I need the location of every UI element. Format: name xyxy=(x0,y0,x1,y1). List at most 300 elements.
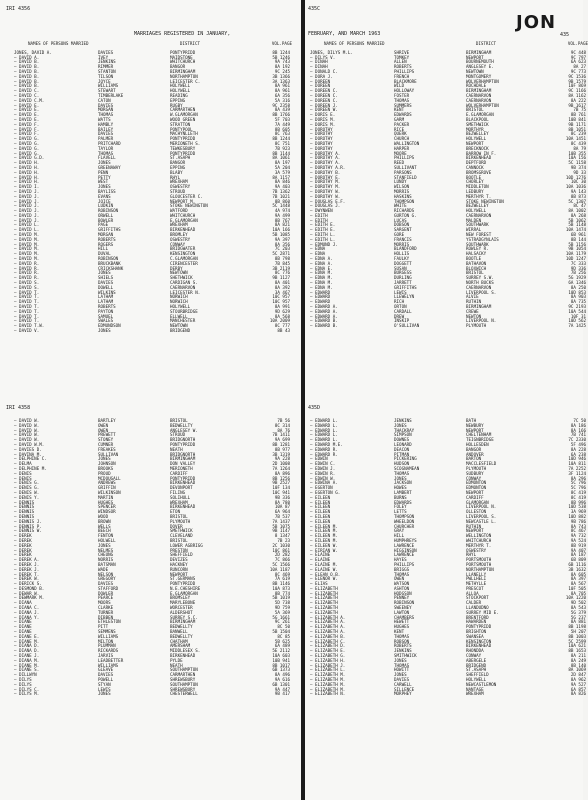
entry-district: RUTHIN xyxy=(466,299,482,305)
entry-volpage: 8C 439 xyxy=(570,140,586,146)
entry-name: — DAVID B. xyxy=(14,73,40,79)
entry-volpage: 8C 239 xyxy=(570,131,586,137)
entry-spouse: FAULKY xyxy=(394,256,410,262)
entry-volpage: 10C 957 xyxy=(272,299,290,305)
entry-district: SHEFFIELD xyxy=(466,672,489,678)
entry-district: RUTHIN xyxy=(466,523,482,529)
entry-spouse: JONES xyxy=(98,328,111,334)
entry-name: — DAVID R. xyxy=(14,260,40,266)
entry-volpage: 5B 1156 xyxy=(568,241,586,247)
entry-district: PONTYPRIDD xyxy=(170,441,196,447)
entry-spouse: ROGERS xyxy=(98,241,114,247)
entry-spouse: SULLIVANT xyxy=(394,164,417,170)
entry-name: — ELIZABETH xyxy=(310,585,338,591)
entry-district: MANCHESTER xyxy=(170,318,196,324)
entry-volpage: 9C 797 xyxy=(570,54,586,60)
entry-spouse: HASKINS xyxy=(394,193,412,199)
entry-name: — DAVID C. xyxy=(14,92,40,98)
entry-spouse: PENN xyxy=(98,169,109,175)
entry-name: — DAVID M. xyxy=(14,246,40,252)
entry-name: — EILEEN xyxy=(310,499,331,505)
entry-spouse: JACKSON xyxy=(394,480,412,486)
entry-volpage: 8A 166 xyxy=(570,427,586,433)
entry-name: — DORIS M. xyxy=(310,116,336,122)
entry-volpage: 8A 821 xyxy=(274,222,290,228)
entry-name: — DIANA C. xyxy=(14,605,40,611)
entries-bottom-left xyxy=(14,419,292,697)
entry-name: — DEREK xyxy=(14,552,32,558)
entry-volpage: 8A 961 xyxy=(274,88,290,94)
entry-district: STOKE NEWINGTON xyxy=(466,198,504,204)
entry-spouse: TILSON xyxy=(98,73,114,79)
entry-name: — DENIS G. xyxy=(14,485,40,491)
entry-volpage: 10F 505 xyxy=(568,585,586,591)
entry-name: — DOROTHY xyxy=(310,145,333,151)
entry-spouse: BURGESS xyxy=(394,270,412,276)
entry-volpage: 8B 1017 xyxy=(272,662,290,668)
entry-district: NEWPORT xyxy=(170,571,188,577)
entry-volpage: 8C 763 xyxy=(274,131,290,137)
entry-district: C.GLAMORGAN xyxy=(170,256,198,262)
entry-name: — DONALD C. xyxy=(310,68,338,74)
entry-volpage: 3F 1124 xyxy=(568,470,586,476)
entry-spouse: DAVIES xyxy=(98,581,114,587)
entry-volpage: 10A 166 xyxy=(272,227,290,233)
entry-volpage: 8C 50 xyxy=(277,624,290,630)
entry-name: — DAVIES D. xyxy=(14,446,42,452)
entry-volpage: 8A 567 xyxy=(570,581,586,587)
entry-spouse: WILLIAMS xyxy=(98,662,119,668)
entry-spouse: HOWITT xyxy=(394,667,410,673)
entry-volpage: 8A 397 xyxy=(570,576,586,582)
entry-spouse: BAYLISS xyxy=(98,188,116,194)
entry-spouse: RICH xyxy=(394,299,405,305)
entry-volpage: 10A 603 xyxy=(272,653,290,659)
entry-district: CARDIGAN S. xyxy=(170,280,198,286)
entry-name: — EILEEN xyxy=(310,509,331,515)
entry-volpage: 8A 1162 xyxy=(568,92,586,98)
entry-name: — ELIAS xyxy=(310,581,328,587)
entry-district: NORTHAMPTON xyxy=(466,566,494,572)
entry-district: ELLWELL xyxy=(170,313,188,319)
col-volpage-header: VOL.PAGE xyxy=(271,41,292,46)
entry-name: — DOUGLAS J. xyxy=(310,203,341,209)
entry-spouse: JARVIS xyxy=(98,653,114,659)
entry-spouse: PEARCE xyxy=(98,595,114,601)
entry-volpage: 8A 903 xyxy=(570,294,586,300)
entry-district: WREXHAM xyxy=(170,499,188,505)
entry-spouse: HARPER xyxy=(394,145,410,151)
entry-district: BLABY xyxy=(170,169,183,175)
entry-volpage: 7A 1264 xyxy=(272,465,290,471)
entry-name: — DAVID G.D. xyxy=(14,155,45,161)
col-name-header: NAMES OF PERSONS MARRIED xyxy=(324,41,385,46)
entry-volpage: 8B 1256 xyxy=(272,475,290,481)
entry-volpage: 7A 1437 xyxy=(272,518,290,524)
entry-district: RHYL xyxy=(170,174,181,180)
entry-district: BROMSLEY xyxy=(170,595,191,601)
entry-district: BARTON xyxy=(466,456,482,462)
entry-district: SWANSEA xyxy=(466,633,484,639)
entry-district: NEW FOREST xyxy=(466,232,492,238)
entry-name: — DIANA M. xyxy=(14,657,40,663)
entry-volpage: 9B 1147 xyxy=(272,528,290,534)
entry-spouse: LUDKIN xyxy=(98,203,114,209)
entry-district: WHITCHURCH xyxy=(170,59,196,65)
entry-district: AMERSHAM xyxy=(170,643,191,649)
entry-spouse: SARGENT xyxy=(394,227,412,233)
entry-name: — DESMOND B. xyxy=(14,585,45,591)
entry-spouse: CHURCHER xyxy=(394,523,415,529)
entry-volpage: 8A 356 xyxy=(274,241,290,247)
entry-spouse: LEWIS xyxy=(98,686,111,692)
entry-name: — DENNIS W. xyxy=(14,528,42,534)
right-mid-code: 435D xyxy=(308,405,321,411)
entry-volpage: 5B 1085 xyxy=(272,232,290,238)
entry-spouse: PACKER xyxy=(394,121,410,127)
entry-name: — DAVID M. xyxy=(14,251,40,257)
entry-spouse: DAVIES xyxy=(98,672,114,678)
entry-volpage: 9C 448 xyxy=(570,49,586,55)
entry-spouse: MARTIN xyxy=(98,494,114,500)
entries-top-left xyxy=(14,42,292,334)
entry-name: — EDWIN R. xyxy=(310,470,336,476)
entry-district: EDMONTON xyxy=(466,485,487,491)
entry-district: ABERGELE xyxy=(466,657,487,663)
entry-spouse: EVANS xyxy=(98,193,111,199)
entry-district: CAERNARVON xyxy=(466,97,492,103)
entry-volpage: 8C 419 xyxy=(570,494,586,500)
entry-district: KENSINGTON xyxy=(466,638,492,644)
entry-volpage: 9B 1127 xyxy=(272,275,290,281)
entry-name: — DAVID T. xyxy=(14,308,40,314)
entry-spouse: BEECH xyxy=(98,528,111,534)
entry-spouse: ROBERTS xyxy=(394,64,412,70)
entry-name: — EDNA A. xyxy=(310,256,333,262)
entry-district: PRESCOT xyxy=(466,585,484,591)
entry-spouse: LUNDY xyxy=(394,179,407,185)
entry-spouse: FOLEY xyxy=(394,504,407,510)
entry-district: GLAMORGAN xyxy=(466,499,489,505)
entry-volpage: 7B 923 xyxy=(274,145,290,151)
entry-name: — DIANE E. xyxy=(14,633,40,639)
entry-district: PONTYPRIDD xyxy=(170,475,196,481)
entry-name: — ELAINE xyxy=(310,552,331,558)
entry-volpage: 10D 853 xyxy=(568,289,586,295)
entry-name: — EDWARD A. xyxy=(310,313,338,319)
entry-spouse: DAVIES xyxy=(98,49,114,55)
entry-district: EPPING xyxy=(170,97,186,103)
entry-volpage: 9B 374 xyxy=(570,164,586,170)
entry-spouse: HAMBLY xyxy=(98,121,114,127)
entry-spouse: LEONARD xyxy=(394,441,412,447)
entry-spouse: WALLINGTON xyxy=(394,140,420,146)
entry-volpage: 9A 524 xyxy=(570,537,586,543)
entry-district: BATH xyxy=(466,418,477,423)
entry-name: — DOROTHY xyxy=(310,136,333,142)
entry-name: — DERICK S. xyxy=(14,581,42,587)
entry-volpage: 5G 237 xyxy=(570,614,586,620)
entry-volpage: 9A 403 xyxy=(274,184,290,190)
entry-volpage: 8A 1157 xyxy=(272,174,290,180)
entry-district: NEWPORT xyxy=(466,427,484,433)
entry-volpage: 5C 1307 xyxy=(568,198,586,204)
entry-name: — ELIZABETH A. xyxy=(310,614,346,620)
entry-spouse: SUSAN xyxy=(394,265,407,271)
entry-district: PONTYPRIDD xyxy=(466,624,492,630)
entry-spouse: ROBERTS xyxy=(98,304,116,310)
entry-name: — ELIZABETH xyxy=(310,600,338,606)
entry-name: — DEREK xyxy=(14,547,32,553)
entry-volpage: 9A 616 xyxy=(274,677,290,683)
entry-district: LLANDUDNO xyxy=(466,605,489,611)
entry-volpage: 8A 79 xyxy=(573,145,586,151)
entry-name: JONES, DILYS M.L. xyxy=(310,49,353,55)
entry-name: — DAVID F. xyxy=(14,121,40,127)
left-top-code: IRI 4356 xyxy=(6,6,31,12)
entry-volpage: 9B 786 xyxy=(570,518,586,524)
entry-spouse: WATSON xyxy=(394,581,410,587)
entry-volpage: 8A 568 xyxy=(274,313,290,319)
entry-spouse: STYAN xyxy=(98,681,111,687)
entry-district: OSWESTRY xyxy=(170,184,191,190)
entry-spouse: EDMUNDSON xyxy=(98,323,121,329)
entry-volpage: 7C 203 xyxy=(274,246,290,252)
entry-name: — DIANE xyxy=(14,629,32,635)
entry-volpage: 9C 1536 xyxy=(568,73,586,79)
entry-name: — ELIZABETH G. xyxy=(310,653,346,659)
entry-district: TEIGNBRIDGE xyxy=(466,437,494,443)
entry-volpage: 8B 1281 xyxy=(272,441,290,447)
entry-spouse: FREAKES xyxy=(98,446,116,452)
entry-volpage: 9D 33 xyxy=(573,169,586,175)
entry-volpage: 9C 2358 xyxy=(272,102,290,108)
entry-name: — DAVID H. xyxy=(14,179,40,185)
entry-volpage: 9D 759 xyxy=(274,605,290,611)
entry-volpage: 6A 489 xyxy=(274,643,290,649)
entry-name: — DAVID L. xyxy=(14,227,40,233)
entry-volpage: 10D 882 xyxy=(568,513,586,519)
entry-volpage: 10C 861 xyxy=(272,547,290,553)
entry-spouse: GRIFFIN xyxy=(98,485,116,491)
entry-volpage: 9C 261 xyxy=(274,619,290,625)
entry-name: — DORA J. xyxy=(310,73,333,79)
entry-spouse: DAVIES xyxy=(394,677,410,683)
entry-spouse: ROBINSON xyxy=(394,600,415,606)
entry-volpage: 8A 961 xyxy=(274,83,290,89)
entry-volpage: 3A 579 xyxy=(274,169,290,175)
entry-district: MIDDLESEX S. xyxy=(170,648,201,654)
entry-volpage: 7B 845 xyxy=(274,260,290,266)
entry-name: — DEREK W. xyxy=(14,576,40,582)
entry-volpage: 9B 336 xyxy=(274,494,290,500)
entry-name: — DAVID T. xyxy=(14,289,40,295)
entry-spouse: CUMNER xyxy=(98,441,114,447)
entry-district: EDMONTON xyxy=(466,480,487,486)
entry-spouse: ROBSON xyxy=(394,638,410,644)
entry-name: — DAVID M. xyxy=(14,236,40,242)
table-row xyxy=(14,329,292,334)
entry-spouse: GLEAVE xyxy=(98,667,114,673)
entry-district: W.GLAMORGAN xyxy=(170,112,198,118)
entry-name: — DAVID A. xyxy=(14,54,40,60)
entry-spouse: JONES xyxy=(98,270,111,276)
entry-spouse: WADE xyxy=(98,566,109,572)
entry-name: — ELIZABETH D. xyxy=(310,643,346,649)
entry-volpage: 9A 527 xyxy=(570,681,586,687)
entry-district: BOOTLE xyxy=(466,174,482,180)
entry-spouse: SAMUEL xyxy=(98,313,114,319)
entry-spouse: GARM xyxy=(394,116,405,122)
entry-spouse: DAVIES xyxy=(98,102,114,108)
entry-name: — EDITH xyxy=(310,212,328,218)
entry-name: — EDITH L. xyxy=(310,232,336,238)
entry-name: — EDWARD L. xyxy=(310,432,338,438)
entry-district: SMETHWICK xyxy=(466,121,489,127)
entry-name: — DAVID G. xyxy=(14,136,40,142)
entry-district: DON VALLEY xyxy=(170,461,196,467)
entry-spouse: STAFFORD xyxy=(98,585,119,591)
entry-volpage: 10D 946 xyxy=(568,456,586,462)
entry-spouse: WILLIAMS xyxy=(98,83,119,89)
entry-volpage: 5F 703 xyxy=(274,116,290,122)
entry-spouse: WILKINS xyxy=(98,289,116,295)
entry-district: HAWARDEN xyxy=(466,619,487,625)
entry-volpage: 9C 773 xyxy=(570,68,586,74)
entry-district: DOVER xyxy=(170,523,183,529)
entry-district: BIRMINGHAM xyxy=(170,68,196,74)
entry-spouse: LAWTON xyxy=(394,609,410,615)
entry-spouse: THOMAS xyxy=(394,662,410,668)
entry-volpage: 9C 245 xyxy=(274,68,290,74)
entry-volpage: 8A 222 xyxy=(570,97,586,103)
entry-volpage: 7C 50 xyxy=(573,418,586,423)
entry-spouse: PROUD xyxy=(98,470,111,476)
entry-spouse: JONES xyxy=(394,475,407,481)
entry-spouse: ROBERTS xyxy=(394,643,412,649)
surname-heading: JON xyxy=(516,12,557,33)
entry-district: MORTHYR xyxy=(466,126,484,132)
entry-name: — EDWARD M.E. xyxy=(310,441,343,447)
entry-volpage: 8B 1003 xyxy=(568,633,586,639)
entry-spouse: JONES xyxy=(98,184,111,190)
entry-spouse: MORGAN xyxy=(98,107,114,113)
entry-name: — DIANA xyxy=(14,600,32,606)
entry-spouse: DAVIES xyxy=(98,280,114,286)
entry-volpage: 9D 629 xyxy=(274,308,290,314)
entry-volpage: 7B 537 xyxy=(274,513,290,519)
entry-spouse: FRANCIS xyxy=(394,236,412,242)
entry-name: — DAVID H. xyxy=(14,160,40,166)
entry-district: BEDWELLTY xyxy=(170,422,193,428)
entry-name: — EDITH E. xyxy=(310,227,336,233)
entry-volpage: 5C 1566 xyxy=(272,561,290,567)
entry-volpage: 5A 369 xyxy=(274,609,290,615)
entry-district: LIVERPOOL S. xyxy=(466,513,497,519)
entry-name: — DAVINA M. xyxy=(14,451,42,457)
entry-name: — DAVID E. xyxy=(14,102,40,108)
entry-name: — DENNIS P. xyxy=(14,523,42,529)
entry-spouse: DURLING xyxy=(394,275,412,281)
entry-name: — DELPHINE M. xyxy=(14,465,47,471)
entry-district: ST.ASAPH xyxy=(466,667,487,673)
entry-name: — DILYS xyxy=(14,677,32,683)
entry-spouse: WHITE xyxy=(394,203,407,209)
entry-district: E.GLAMORGAN xyxy=(466,112,494,118)
entry-district: BRIDGNORTH xyxy=(170,437,196,443)
entry-district: PONTYPRIDD xyxy=(170,581,196,587)
entry-district: E.GLAMORGAN xyxy=(170,590,198,596)
entry-spouse: ROBINSON xyxy=(98,208,119,214)
entry-volpage: 7B 1021 xyxy=(272,193,290,199)
entry-spouse: PHILLIPS xyxy=(394,561,415,567)
entry-name: — DIANE M. xyxy=(14,638,40,644)
entry-name: — DEREK xyxy=(14,533,32,539)
entry-name: — DOROTHY M. xyxy=(310,179,341,185)
entry-spouse: TOMKEY xyxy=(394,54,410,60)
entry-spouse: STANTON xyxy=(98,68,116,74)
entry-spouse: LATHAM xyxy=(98,299,114,305)
entry-volpage: 8B 798 xyxy=(274,256,290,262)
entry-spouse: GORE xyxy=(394,232,405,238)
entry-volpage: 3B 1366 xyxy=(272,73,290,79)
entry-name: — EILEEN M. xyxy=(310,528,338,534)
entry-district: CARDIFF xyxy=(170,470,188,476)
entry-district: ALLOA xyxy=(466,590,479,596)
entry-spouse: RICE xyxy=(394,126,405,132)
entry-district: HALSACKY xyxy=(466,251,487,257)
entry-name: — EDWARD L. xyxy=(310,422,338,428)
entry-name: — DIANA D. xyxy=(14,643,40,649)
entry-volpage: 10A 811 xyxy=(568,461,586,467)
entry-volpage: 8A 881 xyxy=(570,619,586,625)
entry-name: — DOROTHY W. xyxy=(310,193,341,199)
entry-volpage: 8A 192 xyxy=(274,64,290,70)
entry-district: WATFORD xyxy=(170,208,188,214)
column-headers xyxy=(14,42,292,47)
entry-spouse: HAYES xyxy=(394,557,407,563)
entry-spouse: WHEELDON xyxy=(394,518,415,524)
entry-volpage: 6B 961 xyxy=(570,232,586,238)
entry-name: — DENNIS xyxy=(14,504,35,510)
entry-district: BOOTLE xyxy=(466,256,482,262)
entry-spouse: GRAY xyxy=(394,528,405,534)
entry-name: — EILEEN xyxy=(310,513,331,519)
entry-volpage: 8A 605 xyxy=(570,571,586,577)
entry-name: — DAVID W. xyxy=(14,437,40,443)
entry-volpage: 7B 23 xyxy=(277,537,290,543)
entry-district: ALVIE xyxy=(466,294,479,300)
entry-spouse: PALMER xyxy=(98,136,114,142)
entry-name: — DENIS Y. xyxy=(14,494,40,500)
entry-volpage: 10A 873 xyxy=(272,585,290,591)
entry-spouse: WATTS xyxy=(98,116,111,122)
entry-district: NEWBURY xyxy=(466,422,484,428)
entry-district: ALDERSHOT xyxy=(170,609,193,615)
entry-spouse: WEST xyxy=(98,179,109,185)
entry-volpage: 7B 56 xyxy=(277,418,290,423)
entry-name: — ELENOR W. xyxy=(310,576,338,582)
entry-district: PYLDE xyxy=(170,657,183,663)
entry-district: HOLYWELL xyxy=(170,304,191,310)
entry-volpage: 9D 336 xyxy=(570,265,586,271)
entry-spouse: GRIFFITHS xyxy=(394,284,417,290)
entry-spouse: IVEY xyxy=(98,54,109,60)
entry-name: — DOROTHY A.R. xyxy=(310,164,346,170)
entry-district: NANTAGE xyxy=(466,686,484,692)
entry-district: BRIDGWATER xyxy=(170,246,196,252)
entry-name: — DAVID V. xyxy=(14,328,40,334)
